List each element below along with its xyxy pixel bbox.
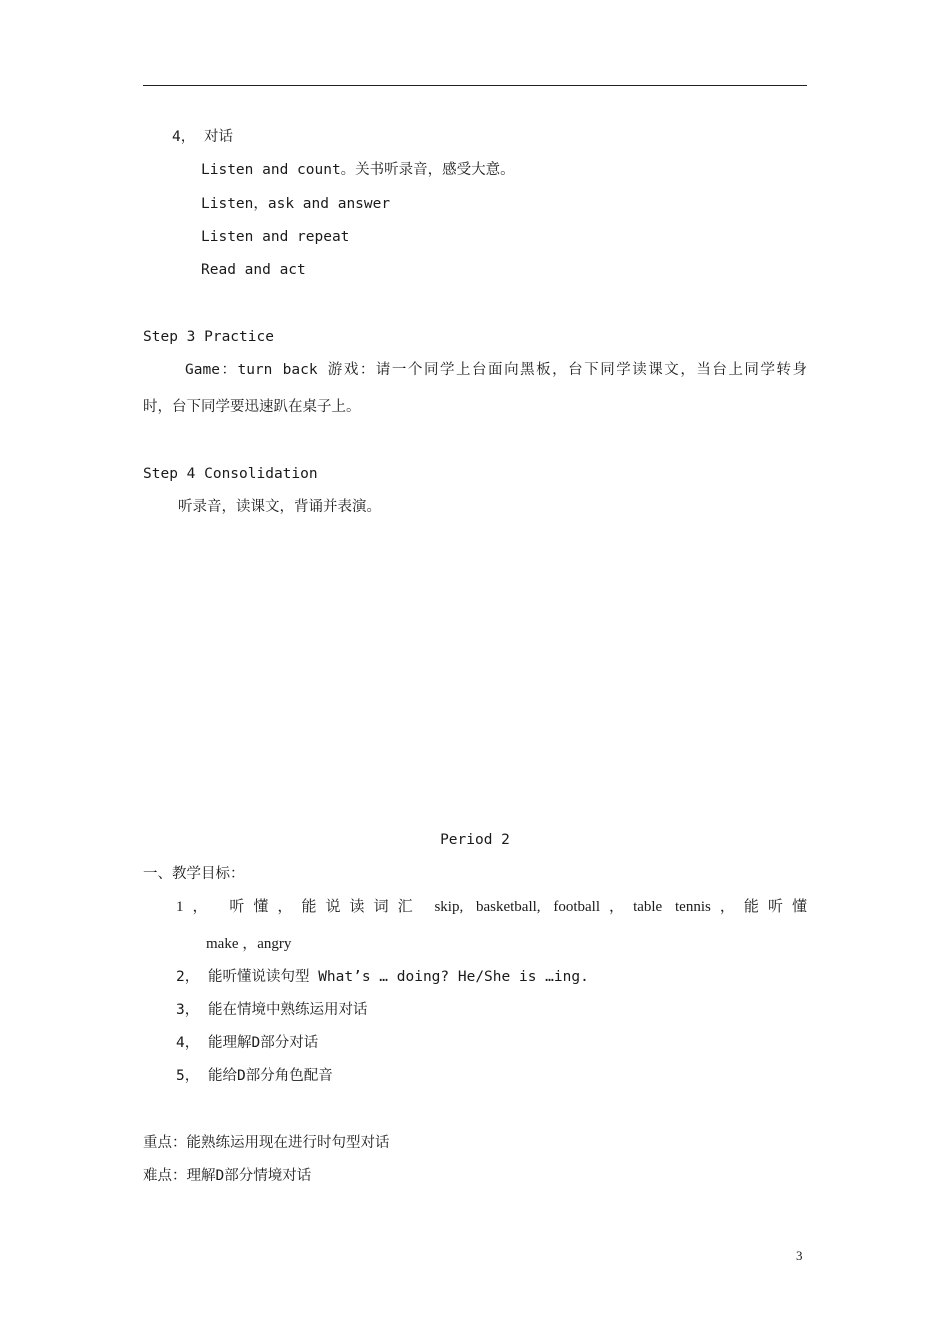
objective-5: 5， 能给D部分角色配音 bbox=[176, 1068, 333, 1084]
list-item: Listen，ask and answer bbox=[201, 196, 391, 212]
objective-4: 4， 能理解D部分对话 bbox=[176, 1035, 319, 1051]
step3-text-line2: 时，台下同学要迅速趴在桌子上。 bbox=[143, 399, 361, 415]
difficult-point: 难点：理解D部分情境对话 bbox=[143, 1168, 312, 1184]
page-number: 3 bbox=[796, 1248, 803, 1263]
header-rule bbox=[143, 85, 807, 86]
key-point: 重点：能熟练运用现在进行时句型对话 bbox=[143, 1135, 390, 1151]
objectives-heading: 一、教学目标： bbox=[143, 866, 245, 882]
step4-text: 听录音，读课文，背诵并表演。 bbox=[178, 499, 381, 515]
list-item: Listen and repeat bbox=[201, 229, 350, 245]
list-item: Listen and count。关书听录音，感受大意。 bbox=[201, 162, 515, 178]
dialogue-heading: 4， 对话 bbox=[172, 129, 233, 145]
objective-1-line2: make ，angry bbox=[206, 936, 292, 952]
period-title: Period 2 bbox=[440, 832, 510, 848]
step4-title: Step 4 Consolidation bbox=[143, 466, 318, 482]
list-item: Read and act bbox=[201, 262, 306, 278]
objective-3: 3， 能在情境中熟练运用对话 bbox=[176, 1002, 368, 1018]
objective-1-line1: 1， 听懂，能说读词汇 skip, basketball, football，table tennis，能听懂 bbox=[176, 899, 807, 915]
objective-2: 2， 能听懂说读句型 What’s … doing? He/She is …ing. bbox=[176, 969, 589, 985]
step3-title: Step 3 Practice bbox=[143, 329, 274, 345]
step3-text-line1: Game：turn back 游戏：请一个同学上台面向黑板，台下同学读课文，当台上同学转身 bbox=[185, 362, 807, 378]
